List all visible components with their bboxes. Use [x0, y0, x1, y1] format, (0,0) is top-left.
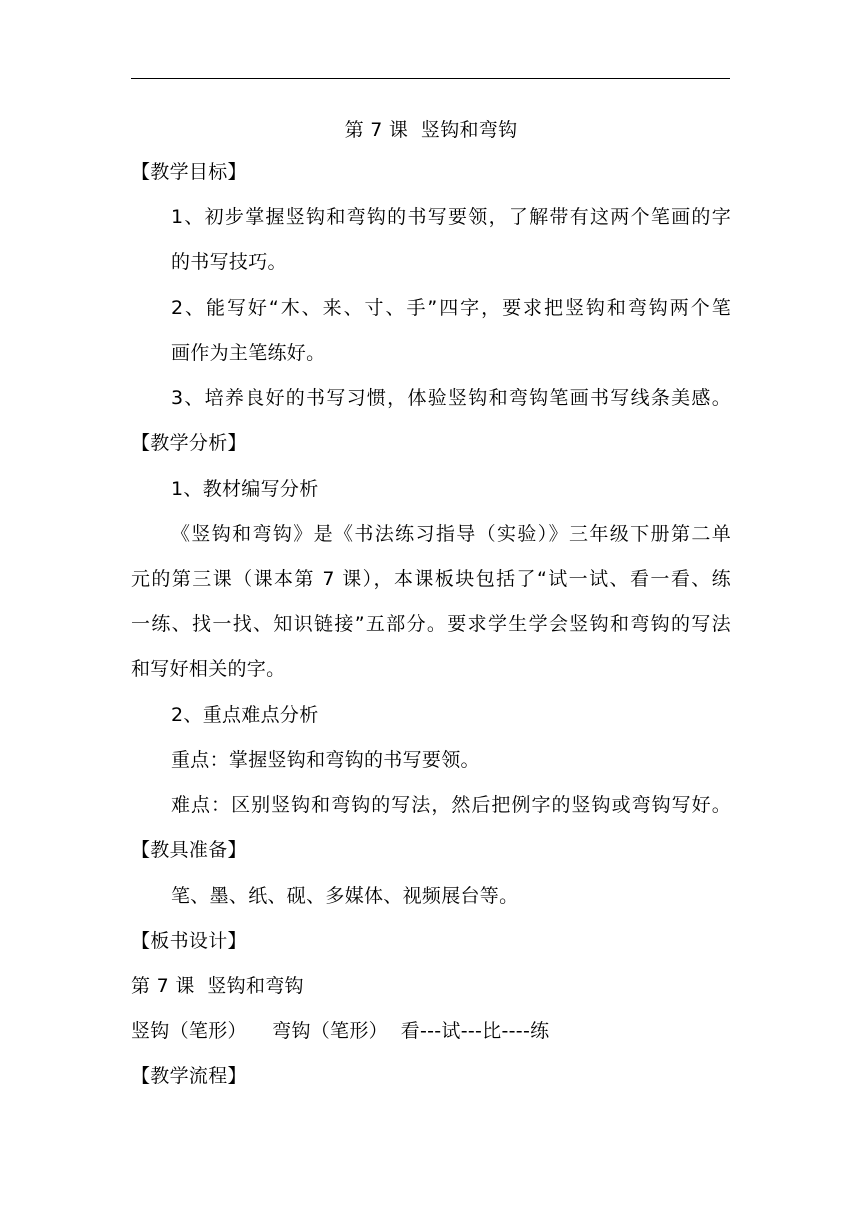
objective-2-line-2: 画作为主笔练好。: [171, 342, 326, 364]
board-heading: 【板书设计】: [131, 930, 247, 952]
key-point: 重点：掌握竖钩和弯钩的书写要领。: [171, 749, 480, 771]
objective-3: 3、培养良好的书写习惯，体验竖钩和弯钩笔画书写线条美感。: [171, 387, 731, 409]
process-heading: 【教学流程】: [131, 1065, 247, 1087]
tools-text: 笔、墨、纸、砚、多媒体、视频展台等。: [171, 885, 519, 907]
difficulty-point: 难点：区别竖钩和弯钩的写法，然后把例字的竖钩或弯钩写好。: [171, 794, 731, 816]
analysis-subheading-1: 1、教材编写分析: [171, 478, 319, 500]
objective-2-line-1: 2、能写好“木、来、寸、手”四字，要求把竖钩和弯钩两个笔: [171, 297, 731, 319]
board-line-2: 竖钩（笔形） 弯钩（笔形） 看---试---比----练: [131, 1020, 550, 1042]
tools-heading: 【教具准备】: [131, 839, 247, 861]
objectives-heading: 【教学目标】: [131, 161, 247, 183]
analysis-heading: 【教学分析】: [131, 432, 247, 454]
analysis-paragraph-line-4: 和写好相关的字。: [131, 658, 286, 680]
objective-1-line-1: 1、初步掌握竖钩和弯钩的书写要领，了解带有这两个笔画的字: [171, 206, 731, 228]
objective-1-line-2: 的书写技巧。: [171, 251, 287, 273]
analysis-paragraph-line-1: 《竖钩和弯钩》是《书法练习指导（实验）》三年级下册第二单: [171, 523, 731, 545]
lesson-title: 第 7 课 竖钩和弯钩: [344, 119, 518, 141]
analysis-paragraph-line-2: 元的第三课（课本第 7 课），本课板块包括了“试一试、看一看、练: [131, 568, 731, 590]
analysis-subheading-2: 2、重点难点分析: [171, 704, 319, 726]
board-line-1: 第 7 课 竖钩和弯钩: [131, 975, 304, 997]
analysis-paragraph-line-3: 一练、找一找、知识链接”五部分。要求学生学会竖钩和弯钩的写法: [131, 613, 731, 635]
header-rule: [131, 78, 730, 79]
